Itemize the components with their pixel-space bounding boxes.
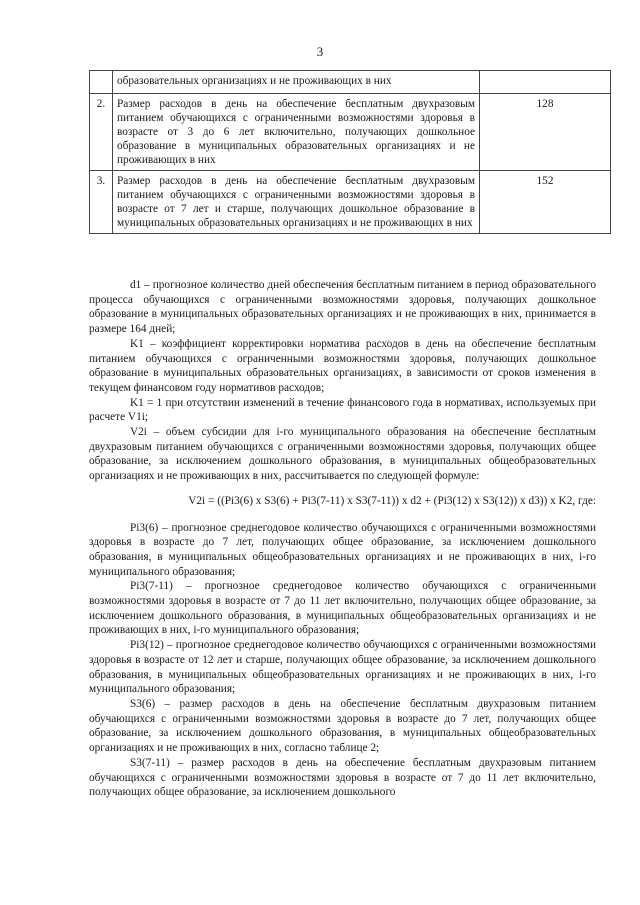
row-number-cell: 2. [90,94,113,171]
paragraph-k1-definition: K1 – коэффициент корректировки норматива расходов в день на обеспечение бесплатным питанием обучающихся с ограниченными возможностями здоровья, получающих дошкольное образование в муниципальных образовательных организациях, в зависимости от сроков изменения в текущем финансовом году нормативов расходов; [89,337,596,394]
paragraph-s3-7-11: S3(7-11) – размер расходов в день на обеспечение бесплатным двухразовым питанием обучающихся с ограниченными возможностями здоровья в возрасте от 7 до 11 лет включительно, получающих общее образование, за исключением дошкольного [89,756,596,799]
table-row [90,171,611,234]
paragraph-d1: d1 – прогнозное количество дней обеспечения бесплатным питанием в период образовательного процесса обучающихся с ограниченными возможностями здоровья, получающих дошкольное образование в муниципальных образовательных организациях и не проживающих в них, принимается в размере 164 дней; [89,279,596,336]
row-description-cell: Размер расходов в день на обеспечение бесплатным двухразовым питанием обучающихся с ограниченными возможностями здоровья в возрасте от 7 лет и старше, получающих дошкольное образование в муниципальных образовательных организациях и не проживающих в них [113,171,480,234]
expense-table [89,70,611,234]
paragraph-k1-value: K1 = 1 при отсутствии изменений в течение финансового года в нормативах, используемых при расчете V1i; [89,396,596,424]
body-text [89,278,596,800]
row-value-cell: 128 [480,94,611,171]
table-row [90,71,611,94]
row-description-cell: Размер расходов в день на обеспечение бесплатным двухразовым питанием обучающихся с ограниченными возможностями здоровья в возрасте от 3 до 6 лет включительно, получающих дошкольное образование в муниципальных образовательных организациях и не проживающих в них [113,94,480,171]
paragraph-pi3-12: Pi3(12) – прогнозное среднегодовое количество обучающихся с ограниченными возможностями здоровья в возрасте от 12 лет и старше, получающих общее образование, за исключением дошкольного образования, в муниципальных общеобразовательных организациях и не проживающих в них, i-го муниципального образования; [89,639,596,696]
paragraph-s3-6: S3(6) – размер расходов в день на обеспечение бесплатным двухразовым питанием обучающихся с ограниченными возможностями здоровья в возрасте до 7 лет, получающих общее образование, за исключением дошкольного образования, в муниципальных общеобразовательных организациях и не проживающих в них, согласно таблице 2; [89,697,596,755]
paragraph-pi3-6: Pi3(6) – прогнозное среднегодовое количество обучающихся с ограниченными возможностями здоровья в возрасте до 7 лет, получающих общее образование, за исключением дошкольного образования, в муниципальных общеобразовательных организациях и не проживающих в них, i-го муниципального образования; [89,521,596,578]
row-number-cell [90,71,113,94]
row-value-cell [480,71,611,94]
row-number-cell: 3. [90,171,113,234]
paragraph-v2i: V2i – объем субсидии для i-го муниципального образования на обеспечение бесплатным двухразовым питанием обучающихся с ограниченными возможностями здоровья, получающих общее образование, за исключением дошкольного образования, в муниципальных общеобразовательных организациях и не проживающих в них, рассчитывается по следующей формуле: [89,426,596,483]
formula-v2i: V2i = ((Pi3(6) x S3(6) + Pi3(7-11) x S3(7-11)) x d2 + (Pi3(12) x S3(12)) x d3)) x K2, где: [188,494,596,507]
page-number: 3 [316,44,324,59]
row-value-cell: 152 [480,171,611,234]
row-description-cell: образовательных организациях и не проживающих в них [113,71,480,94]
paragraph-pi3-7-11: Pi3(7-11) – прогнозное среднегодовое количество обучающихся с ограниченными возможностями здоровья в возрасте от 7 до 11 лет включительно, получающих общее образование, за исключением дошкольного образования, в муниципальных общеобразовательных организациях и не проживающих в них, i-го муниципального образования; [89,580,596,637]
table-row [90,94,611,171]
